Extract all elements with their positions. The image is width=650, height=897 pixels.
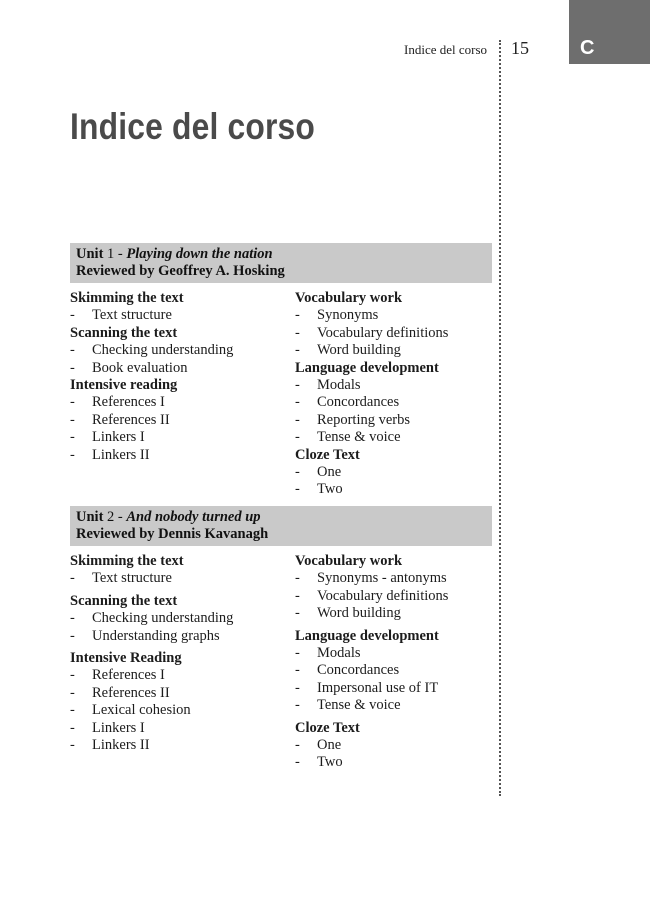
section-group <box>70 650 280 754</box>
unit-separator: - <box>117 246 123 262</box>
section-group <box>295 447 505 499</box>
unit-1-header <box>70 243 492 283</box>
list-item: - Linkers II <box>70 446 150 463</box>
list-item: - References II <box>70 411 170 428</box>
section-heading: Cloze Text <box>295 719 360 736</box>
list-item: - Concordances <box>295 394 400 411</box>
list-item: - Word building <box>295 342 401 359</box>
section-group <box>295 628 505 715</box>
section-group <box>70 290 280 325</box>
unit-reviewer: Reviewed by Geoffrey A. Hosking <box>76 263 285 279</box>
list-item: - Checking understanding <box>70 342 234 359</box>
list-item: - References I <box>70 394 165 411</box>
section-heading: Vocabulary work <box>295 553 403 569</box>
section-heading: Scanning the text <box>70 592 178 609</box>
list-item: - Reporting verbs <box>295 411 411 428</box>
unit-number: 2 <box>107 509 115 525</box>
list-item: - Linkers II <box>70 737 150 754</box>
list-item: - Modals <box>295 377 361 394</box>
list-item: - One <box>295 464 342 481</box>
list-item: - One <box>295 737 342 754</box>
section-heading: Skimming the text <box>70 290 184 306</box>
list-item: - Two <box>295 481 343 498</box>
section-group <box>295 360 505 447</box>
unit-2-right-column <box>295 553 505 772</box>
unit-label: Unit <box>76 246 104 262</box>
section-heading: Language development <box>295 359 439 376</box>
section-group <box>295 553 505 623</box>
unit-separator: - <box>117 509 123 525</box>
section-heading: Scanning the text <box>70 324 178 341</box>
section-group <box>295 720 505 772</box>
list-item: - Text structure <box>70 570 172 587</box>
section-heading: Cloze Text <box>295 446 360 463</box>
unit-number: 1 <box>107 246 115 262</box>
list-item: - Tense & voice <box>295 697 401 714</box>
page-title: Indice del corso <box>70 106 316 147</box>
list-item: - Modals <box>295 645 361 662</box>
section-group <box>70 325 280 377</box>
section-group <box>295 290 505 360</box>
list-item: - Understanding graphs <box>70 627 220 644</box>
list-item: - Text structure <box>70 307 172 324</box>
unit-2-header <box>70 506 492 546</box>
list-item: - Impersonal use of IT <box>295 679 439 696</box>
list-item: - Vocabulary definitions <box>295 587 449 604</box>
running-head: Indice del corso <box>404 42 488 57</box>
section-tab-letter: C <box>580 37 595 59</box>
unit-2-left-column <box>70 553 280 754</box>
list-item: - Tense & voice <box>295 429 401 446</box>
list-item: - References I <box>70 667 165 684</box>
section-heading: Vocabulary work <box>295 290 403 306</box>
section-group <box>70 377 280 464</box>
list-item: - Linkers I <box>70 719 145 736</box>
list-item: - Linkers I <box>70 429 145 446</box>
page-number: 15 <box>511 38 529 58</box>
section-heading: Language development <box>295 627 439 644</box>
section-group <box>70 553 280 588</box>
unit-1-left-column <box>70 290 280 464</box>
section-heading: Intensive reading <box>70 377 178 394</box>
list-item: - Concordances <box>295 662 400 679</box>
list-item: - Book evaluation <box>70 359 188 376</box>
list-item: - Lexical cohesion <box>70 702 191 719</box>
unit-reviewer: Reviewed by Dennis Kavanagh <box>76 526 269 542</box>
list-item: - References II <box>70 684 170 701</box>
list-item: - Checking understanding <box>70 610 234 627</box>
section-heading: Skimming the text <box>70 553 184 569</box>
unit-1-right-column <box>295 290 505 499</box>
unit-label: Unit <box>76 509 104 525</box>
unit-title: And nobody turned up <box>126 509 261 525</box>
list-item: - Vocabulary definitions <box>295 324 449 341</box>
list-item: - Two <box>295 754 343 771</box>
section-heading: Intensive Reading <box>70 650 182 667</box>
list-item: - Synonyms <box>295 307 379 324</box>
section-tab <box>569 0 650 64</box>
unit-title: Playing down the nation <box>126 246 273 262</box>
list-item: - Synonyms - antonyms <box>295 570 447 587</box>
list-item: - Word building <box>295 605 401 622</box>
section-group <box>70 593 280 645</box>
